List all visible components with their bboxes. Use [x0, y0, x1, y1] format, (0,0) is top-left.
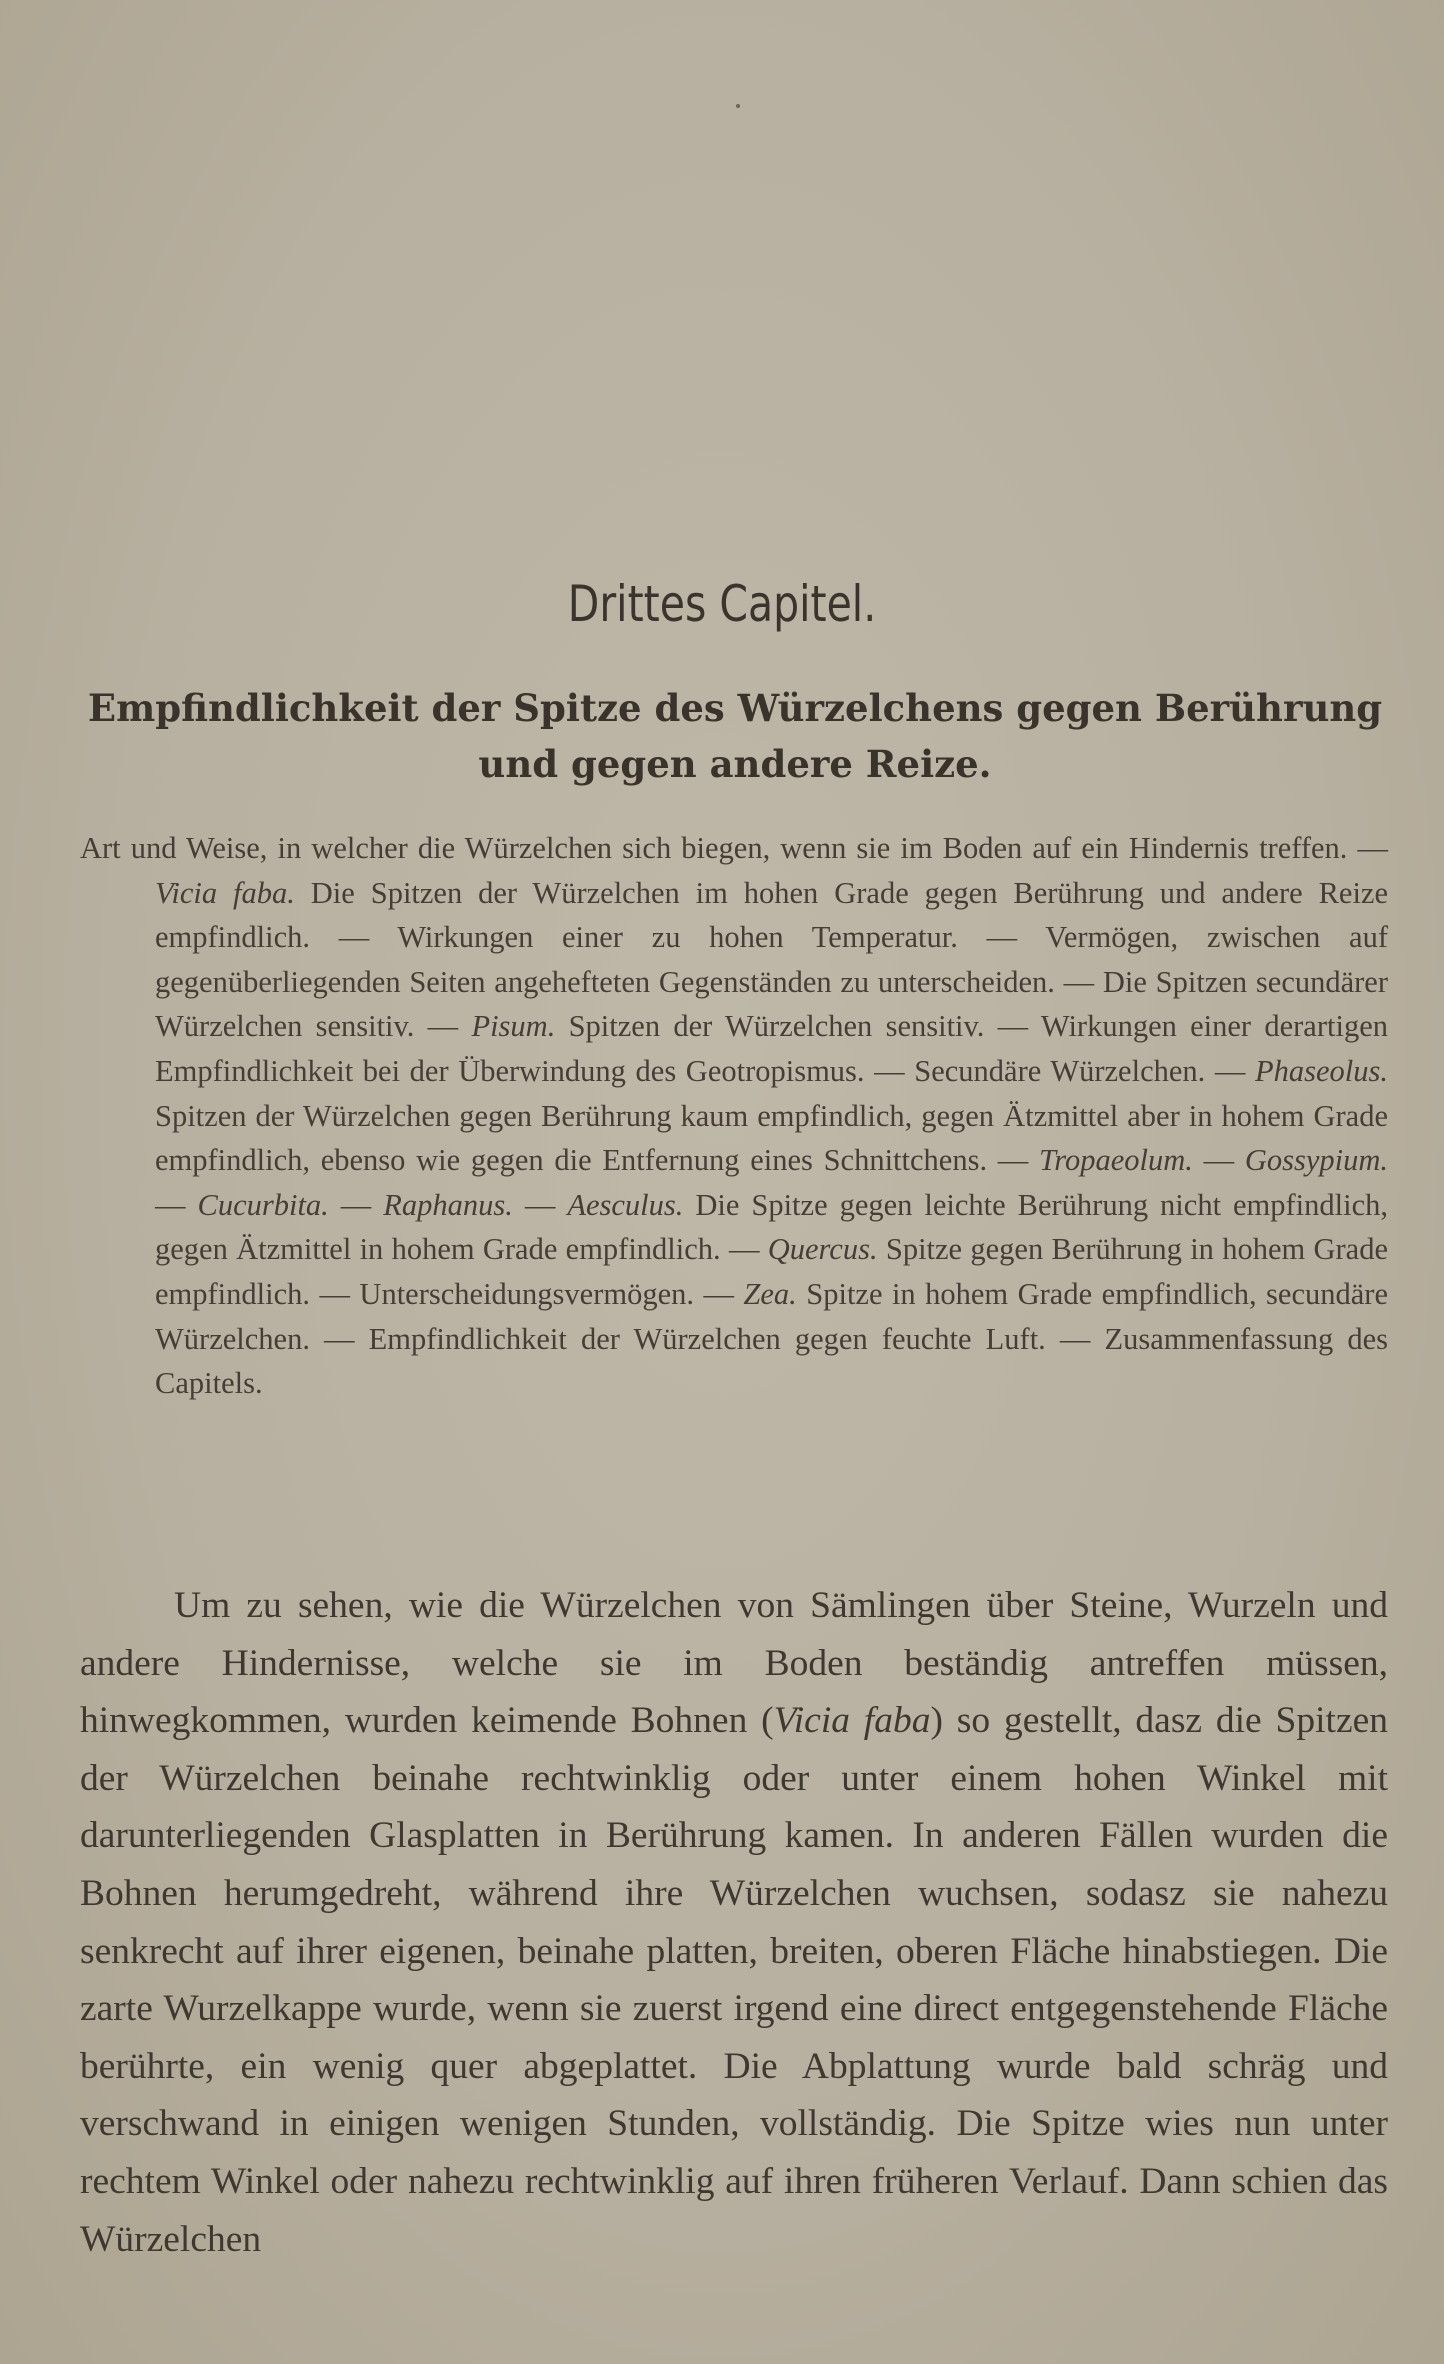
summary-italic-term: Raphanus.	[383, 1187, 513, 1222]
summary-text-segment: und Weise, in welcher die Würzelchen sich biegen, wenn sie im Boden auf ein Hindernis treffen. —	[120, 831, 1388, 865]
summary-text-segment: —	[1192, 1143, 1245, 1178]
body-text-segment: ) so gestellt, dasz die Spitzen der Würzelchen beinahe rechtwinklig oder unter einem hohen Winkel mit darunterliegenden Glasplatten in Berührung kamen. In anderen Fällen wurden die Bohnen herumgedreht, während ihre Würzelchen wuchsen, sodasz sie nahezu senkrecht auf ihrer eigenen, beinahe platten, breiten, oberen Fläche hinabstiegen. Die zarte Wurzelkappe wurde, wenn sie zuerst irgend eine direct entgegenstehende Fläche berührte, ein wenig quer abgeplattet. Die Abplattung wurde bald schräg und verschwand in einigen wenigen Stunden, vollständig. Die Spitze wies nun unter rechtem Winkel oder nahezu rechtwinklig auf ihren früheren Verlauf. Dann schien das Würzelchen	[80, 1700, 1388, 2260]
body-text-segment: Um zu sehen, wie die Würzelchen von Sämlingen über Steine, Wurzeln und andere Hindernisse, welche sie im Boden beständig antreffen müssen, hinwegkommen, wurden keimende Bohnen (	[80, 1585, 1388, 1742]
summary-text-segment: —	[328, 1187, 384, 1222]
summary-italic-term: Zea.	[743, 1276, 797, 1311]
summary-italic-term: Gossypium.	[1244, 1143, 1389, 1178]
body-paragraph	[80, 1577, 1388, 2268]
summary-text-segment: Spitze gegen Berührung in hohem Grade empfindlich. — Unterscheidungsvermögen. —	[155, 1232, 1389, 1311]
summary-text-segment: —	[155, 1187, 198, 1222]
summary-italic-term: Aesculus.	[567, 1187, 684, 1222]
summary-italic-term: Quercus.	[767, 1232, 878, 1267]
body-segments	[80, 1585, 1388, 2260]
summary-segments	[121, 831, 1388, 1400]
summary-italic-term: Vicia faba.	[155, 875, 295, 910]
summary-text-segment: Die Spitzen der Würzelchen im hohen Grade gegen Berührung und andere Reize empfindlich. — Wirkungen einer zu hohen Temperatur. — Vermögen, zwischen auf gegenüberliegenden Seiten angehefteten Gegenständen zu unterscheiden. — Die Spitzen secundärer Würzelchen sensitiv. —	[155, 875, 1389, 1044]
summary-italic-term: Phaseolus.	[1254, 1053, 1388, 1088]
summary-italic-term: Cucurbita.	[197, 1187, 329, 1222]
summary-text-segment: Die Spitze gegen leichte Berührung nicht empfindlich, gegen Ätzmittel in hohem Grade empfindlich. —	[155, 1187, 1389, 1267]
body-italic-term: Vicia faba	[773, 1700, 931, 1742]
paper-speck	[736, 104, 740, 108]
chapter-title: Drittes Capitel.	[567, 575, 877, 633]
summary-italic-term: Pisum.	[471, 1009, 556, 1044]
summary-text-segment: —	[512, 1187, 568, 1222]
summary-text-segment: Spitzen der Würzelchen gegen Berührung kaum empfindlich, gegen Ätzmittel aber in hohem Grade empfindlich, ebenso wie gegen die Entfernung eines Schnittchens. —	[155, 1098, 1388, 1178]
summary-text-segment: Spitzen der Würzelchen sensitiv. — Wirkungen einer derartigen Empfindlichkeit bei der Überwindung des Geotropismus. — Secundäre Würzelchen. —	[155, 1009, 1388, 1088]
chapter-summary	[80, 826, 1388, 1406]
summary-text-segment: Spitze in hohem Grade empfindlich, secundäre Würzelchen. — Empfindlichkeit der Würzelchen gegen feuchte Luft. — Zusammenfassung des Capitels.	[155, 1276, 1388, 1401]
summary-first-word: Art	[80, 831, 121, 865]
summary-italic-term: Tropaeolum.	[1038, 1143, 1193, 1178]
chapter-subtitle: Empfindlichkeit der Spitze des Würzelchens gegen Berührung und gegen andere Reize.	[87, 686, 1383, 786]
